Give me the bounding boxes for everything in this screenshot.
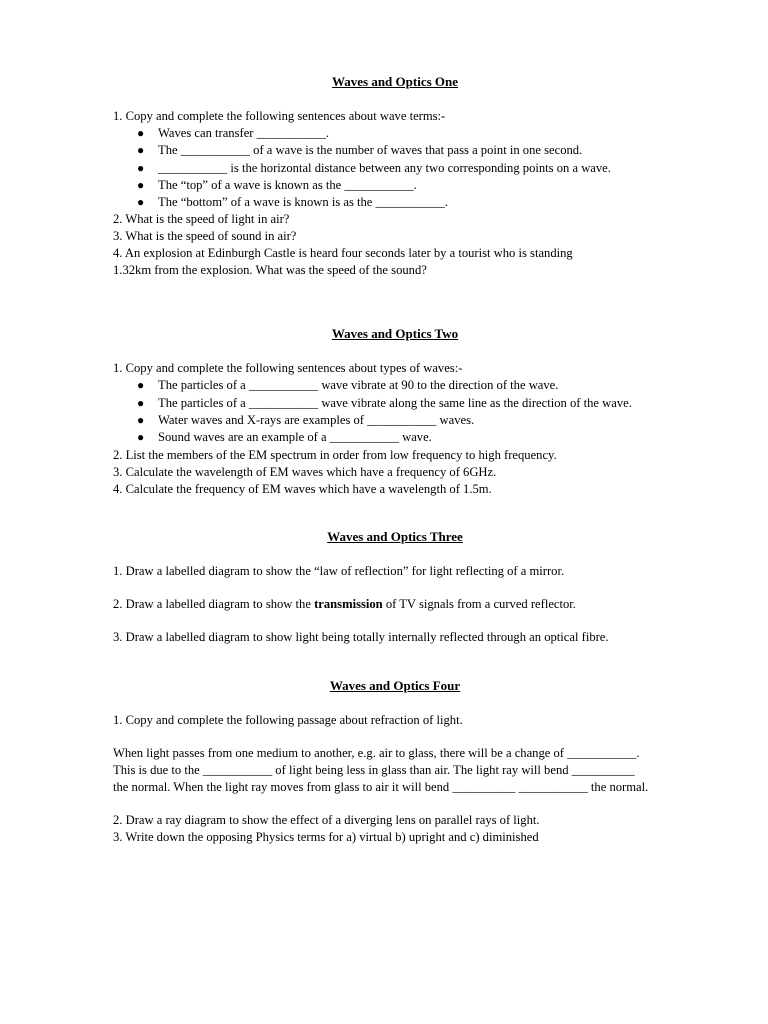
section-title: Waves and Optics Two (331, 326, 459, 342)
section-waves-optics-one (113, 72, 653, 279)
section-waves-optics-three (113, 527, 653, 646)
question-4: 4. Calculate the frequency of EM waves which have a wavelength of 1.5m. (113, 481, 492, 496)
question-3: 3. What is the speed of sound in air? (113, 229, 297, 244)
list-item (137, 429, 653, 446)
bullet-icon: ● (137, 126, 145, 140)
question-1: 1. Copy and complete the following sentences about wave terms:- (113, 109, 446, 123)
section-title: Waves and Optics Four (329, 677, 461, 693)
section-title: Waves and Optics Three (327, 528, 463, 544)
list-item-text: Water waves and X-rays are examples of ___________ waves. (158, 413, 475, 428)
list-item (137, 377, 653, 394)
list-item (137, 412, 653, 429)
question-4-line-2: 1.32km from the explosion. What was the speed of the sound? (113, 263, 427, 278)
section-waves-optics-two (113, 324, 653, 497)
question-2: 2. What is the speed of light in air? (113, 212, 290, 227)
bullet-icon: ● (137, 177, 145, 192)
bullet-icon: ● (137, 413, 145, 428)
question-1: 1. Copy and complete the following sentences about types of waves:- (113, 361, 463, 376)
question-1: 1. Draw a labelled diagram to show the “law of reflection” for light reflecting of a mirror. (113, 563, 565, 578)
list-item-text: The ___________ of a wave is the number of waves that pass a point in one second. (158, 143, 583, 158)
bullet-icon: ● (137, 143, 145, 158)
bullet-icon: ● (137, 395, 145, 410)
bullet-list (113, 377, 653, 446)
question-1: 1. Copy and complete the following passage about refraction of light. (113, 712, 463, 727)
question-2: 2. List the members of the EM spectrum in order from low frequency to high frequency. (113, 447, 557, 462)
refraction-passage: When light passes from one medium to another, e.g. air to glass, there will be a change of ___________. This is due to the ___________ of light being less in glass than air. The light ray will bend __________ the normal. When the light ray moves from glass to air it will bend __________ ___________ the normal. (113, 745, 649, 794)
question-4-line-1: 4. An explosion at Edinburgh Castle is heard four seconds later by a tourist who is standing (113, 246, 573, 261)
worksheet-page (113, 72, 653, 846)
section-title: Waves and Optics One (331, 74, 459, 89)
list-item (137, 177, 653, 194)
question-3: 3. Write down the opposing Physics terms for a) virtual b) upright and c) diminished (113, 829, 539, 844)
section-waves-optics-four (113, 676, 653, 846)
question-2-emphasis: transmission (314, 596, 383, 611)
list-item (137, 160, 653, 177)
question-2 (113, 596, 653, 613)
bullet-icon: ● (137, 160, 145, 175)
question-2-text-start: 2. Draw a labelled diagram to show the (113, 596, 315, 611)
question-2-text-end: of TV signals from a curved reflector. (382, 596, 576, 611)
bullet-list (113, 125, 653, 211)
list-item (137, 395, 653, 412)
bullet-icon: ● (137, 378, 145, 393)
list-item-text: The “top” of a wave is known as the ___________. (158, 177, 417, 192)
list-item-text: Sound waves are an example of a ___________ wave. (158, 430, 432, 445)
question-3: 3. Draw a labelled diagram to show light being totally internally reflected through an optical fibre. (113, 629, 609, 644)
list-item (137, 125, 653, 142)
list-item-text: The particles of a ___________ wave vibrate at 90 to the direction of the wave. (158, 378, 559, 393)
list-item-text: Waves can transfer ___________. (158, 126, 330, 140)
bullet-icon: ● (137, 195, 145, 210)
list-item-text: ___________ is the horizontal distance between any two corresponding points on a wave. (158, 160, 611, 175)
question-2: 2. Draw a ray diagram to show the effect of a diverging lens on parallel rays of light. (113, 812, 540, 827)
list-item-text: The particles of a ___________ wave vibrate along the same line as the direction of the wave. (158, 395, 632, 410)
list-item (137, 142, 653, 159)
list-item (137, 194, 653, 211)
list-item-text: The “bottom” of a wave is known is as the ___________. (158, 195, 448, 210)
bullet-icon: ● (137, 430, 145, 445)
question-3: 3. Calculate the wavelength of EM waves which have a frequency of 6GHz. (113, 464, 497, 479)
